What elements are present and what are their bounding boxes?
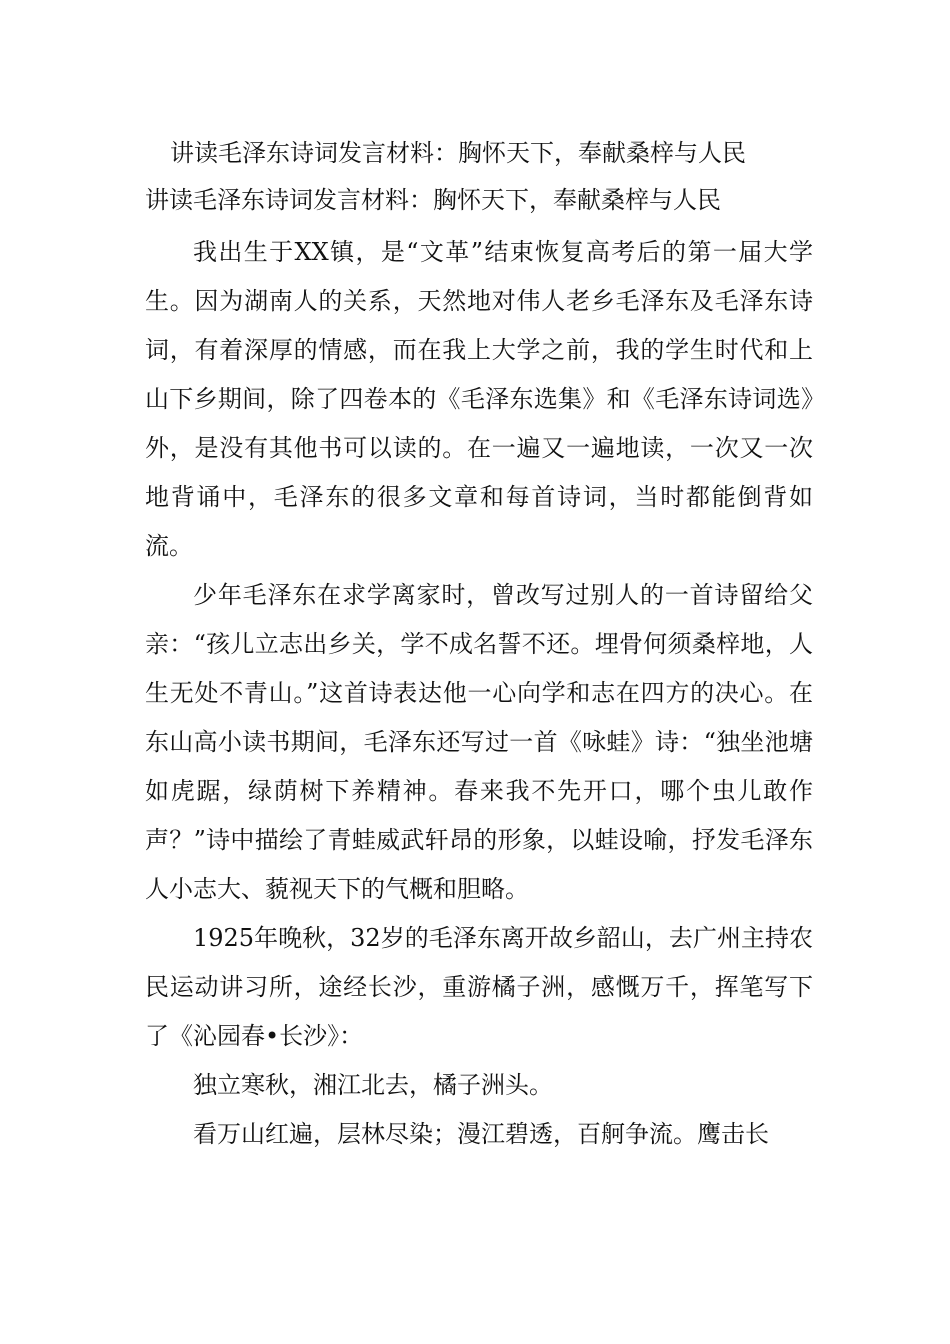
- document-body: [145, 228, 813, 1159]
- paragraph-youth-poems: 少年毛泽东在求学离家时，曾改写过别人的一首诗留给父亲：“孩儿立志出乡关，学不成名誓不还。埋骨何须桑梓地，人生无处不青山。”这首诗表达他一心向学和志在四方的决心。在东山高小读书期间，毛泽东还写过一首《咏蛙》诗：“独坐池塘如虎踞，绿荫树下养精神。春来我不先开口，哪个虫儿敢作声？”诗中描绘了青蛙威武轩昂的形象，以蛙设喻，抒发毛泽东人小志大、藐视天下的气概和胆略。: [145, 581, 813, 903]
- document-title: 讲读毛泽东诗词发言材料：胸怀天下，奉献桑梓与人民: [170, 139, 746, 167]
- paragraph-intro: 我出生于XX镇，是“文革”结束恢复高考后的第一届大学生。因为湖南人的关系，天然地对伟人老乡毛泽东及毛泽东诗词，有着深厚的情感，而在我上大学之前，我的学生时代和上山下乡期间，除了四卷本的《毛泽东选集》和《毛泽东诗词选》外，是没有其他书可以读的。在一遍又一遍地读，一次又一次地背诵中，毛泽东的很多文章和每首诗词，当时都能倒背如流。: [145, 238, 813, 560]
- poem-line-1: 独立寒秋，湘江北去，橘子洲头。: [193, 1071, 553, 1099]
- document-title-repeat: 讲读毛泽东诗词发言材料：胸怀天下，奉献桑梓与人民: [145, 186, 721, 214]
- paragraph-1925-changsha: 1925年晚秋，32岁的毛泽东离开故乡韶山，去广州主持农民运动讲习所，途经长沙，重游橘子洲，感慨万千，挥笔写下了《沁园春•长沙》：: [145, 924, 813, 1050]
- poem-line-2: 看万山红遍，层林尽染；漫江碧透，百舸争流。鹰击长: [193, 1120, 769, 1148]
